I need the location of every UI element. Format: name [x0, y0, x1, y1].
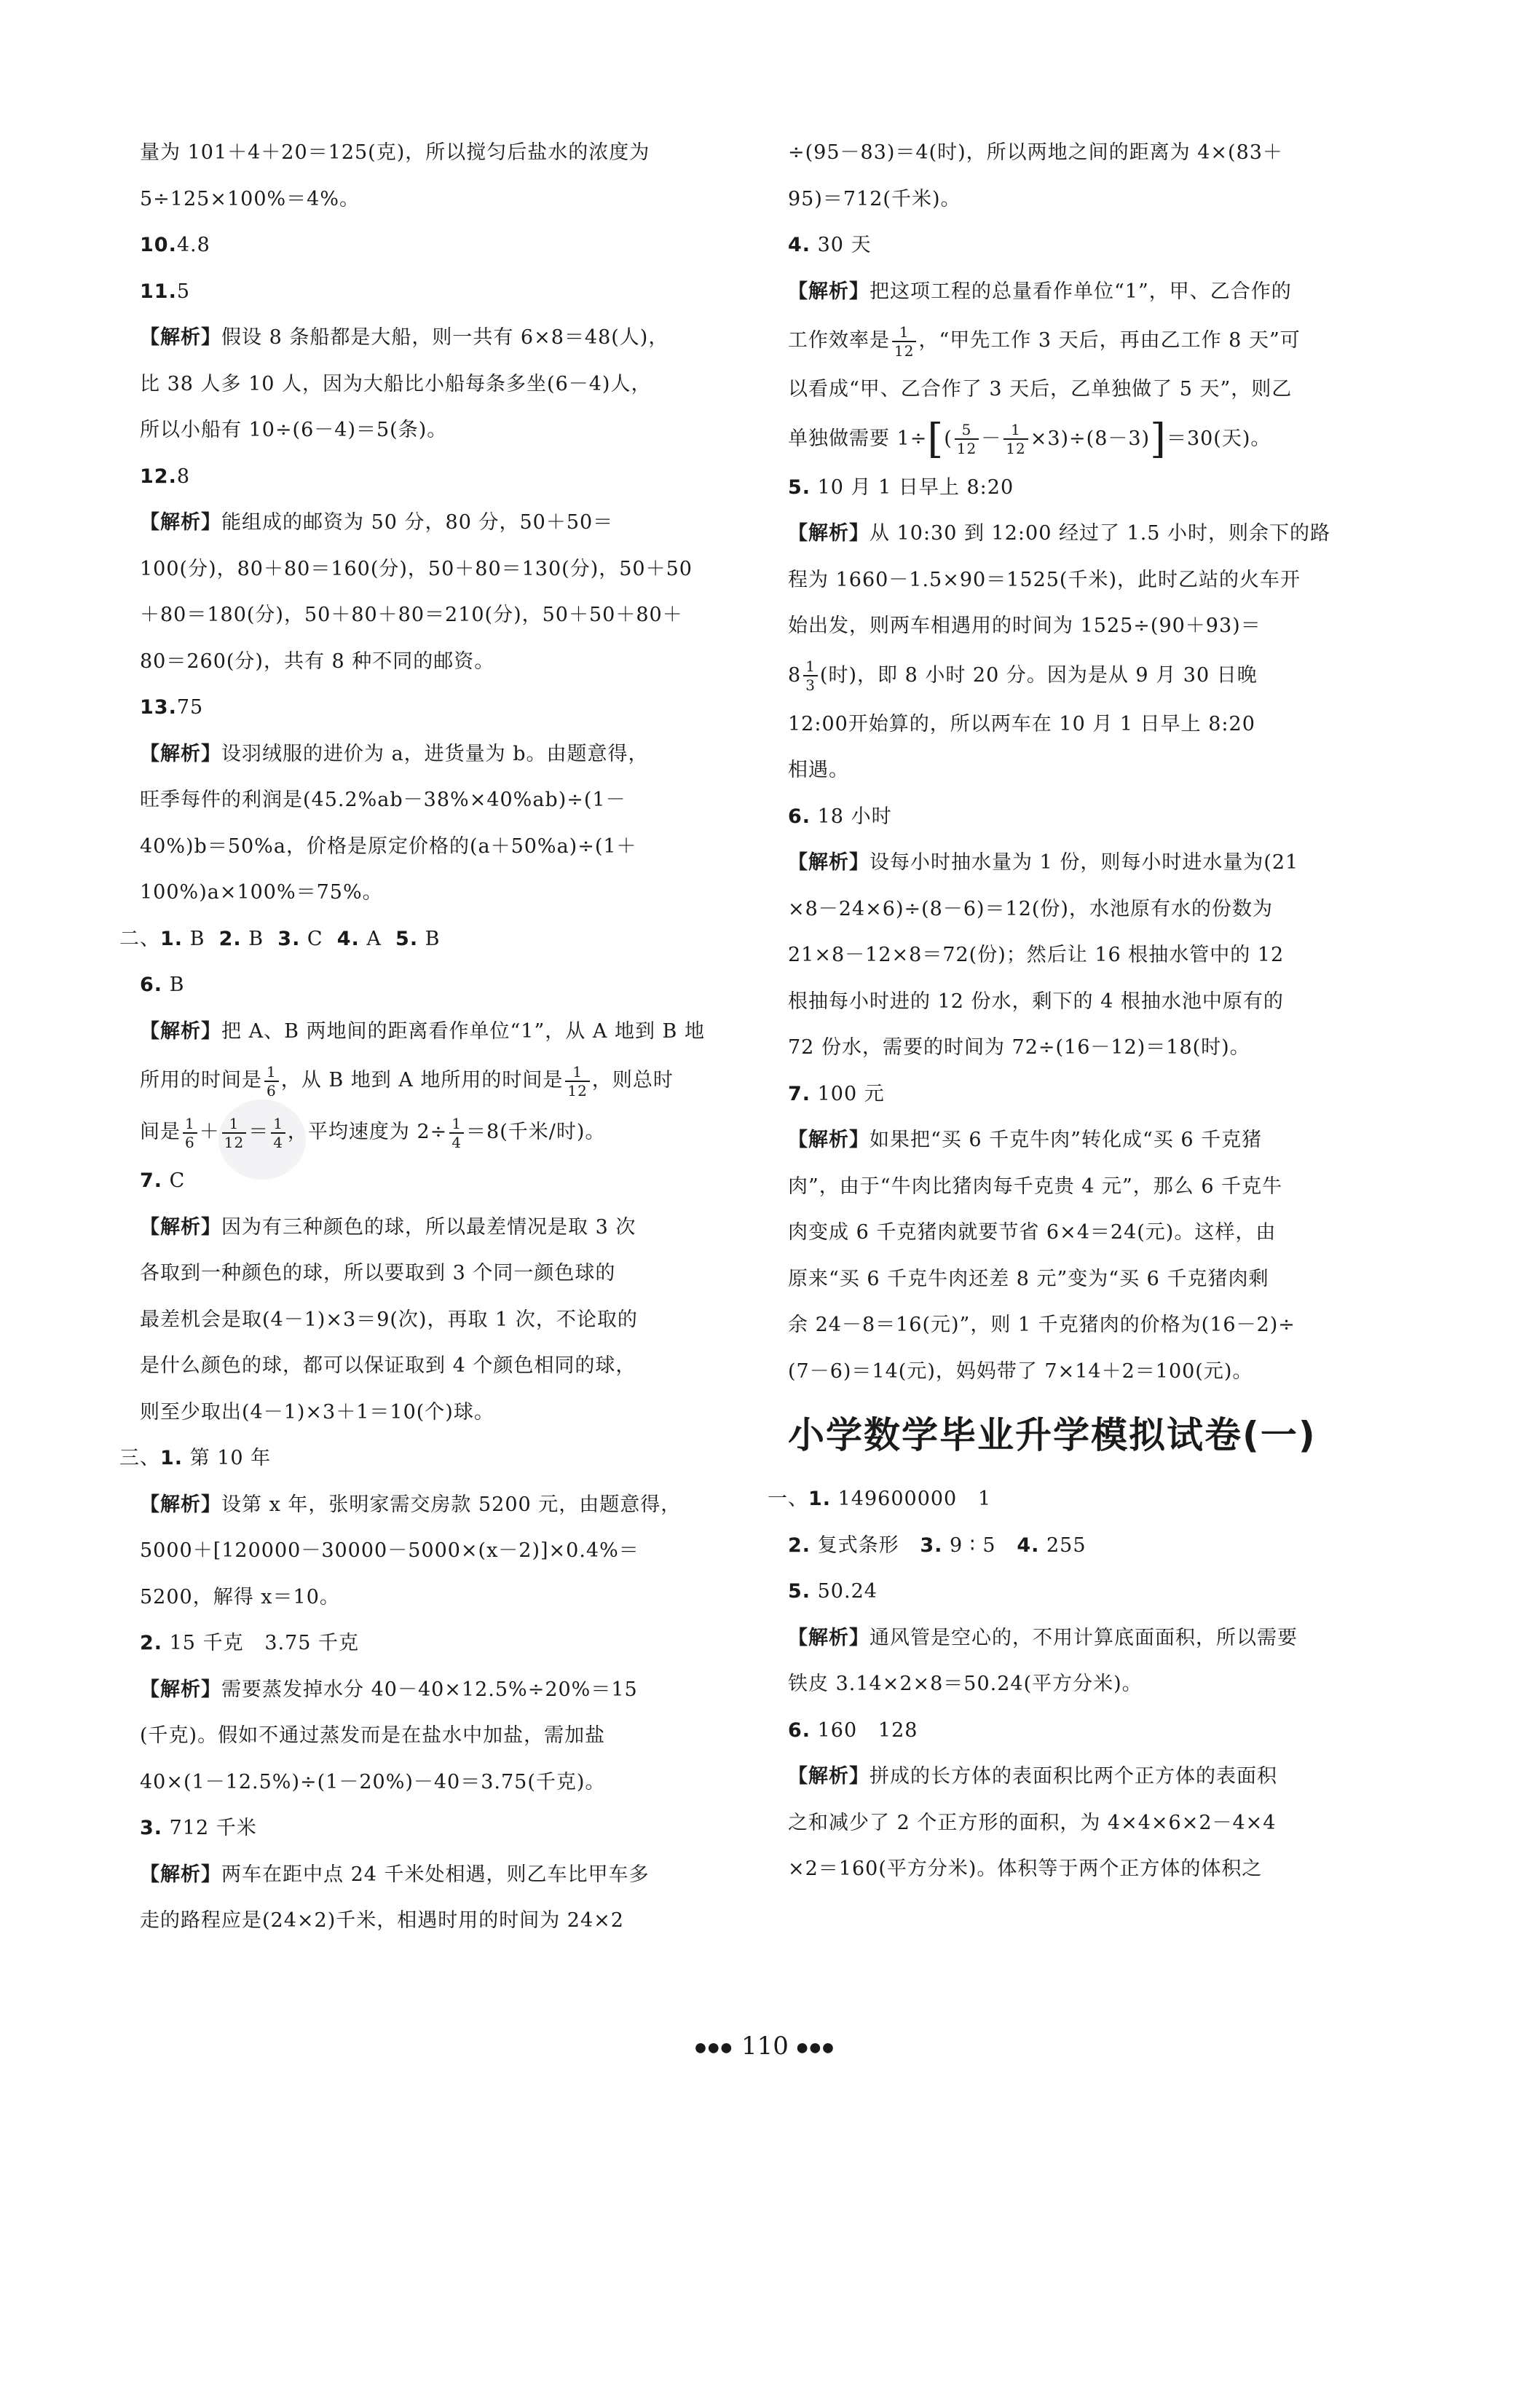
- fraction: [271, 1115, 285, 1151]
- text-span: 8: [788, 663, 802, 687]
- denominator: 4: [451, 1133, 462, 1151]
- text-line: 铁皮 3.14×2×8＝50.24(平方分米)。: [788, 1673, 1143, 1695]
- text-line: 肉变成 6 千克猪肉就要节省 6×4＝24(元)。这样，由: [788, 1221, 1277, 1244]
- text-span: ×3)÷(8－3): [1030, 427, 1151, 450]
- answer-value: 75: [176, 696, 204, 719]
- analysis-line: [140, 731, 722, 778]
- answer-value: 9 ∶ 5: [942, 1533, 1017, 1557]
- text-line: 95)＝712(千米)。: [788, 187, 961, 210]
- text-line: (千克)。假如不通过蒸发而是在盐水中加盐，需加盐: [140, 1724, 606, 1747]
- answer-value: 100 元: [811, 1082, 885, 1105]
- numerator: 1: [183, 1115, 197, 1134]
- item-number: 7.: [788, 1082, 811, 1105]
- analysis-label: 【解析】: [788, 522, 870, 545]
- text-span: ＝8(千米/时)。: [466, 1121, 606, 1143]
- answer-value: 第 10 年: [183, 1447, 272, 1469]
- answer-value: B: [183, 927, 219, 950]
- text-line: 12:00开始算的，所以两车在 10 月 1 日早上 8:20: [788, 712, 1255, 735]
- answer-value: 5: [176, 280, 191, 303]
- denominator: 3: [805, 676, 816, 694]
- text-span: ，则总时: [591, 1069, 674, 1092]
- item-number: 2.: [788, 1533, 811, 1557]
- text-line: 各取到一种颜色的球，所以要取到 3 个同一颜色球的: [140, 1262, 616, 1284]
- text-line: 肉”，由于“牛肉比猪肉每千克贵 4 元”，那么 6 千克牛: [788, 1175, 1283, 1198]
- item-number: 6.: [140, 974, 163, 996]
- answer-value: C: [162, 1169, 186, 1192]
- analysis-line: [788, 269, 1371, 315]
- analysis-label: 【解析】: [140, 1215, 221, 1239]
- analysis-line: [788, 1117, 1371, 1164]
- denominator: 12: [567, 1081, 588, 1100]
- analysis-line: [140, 1204, 722, 1251]
- text-line: ÷(95－83)＝4(时)，所以两地之间的距离为 4×(83＋: [788, 141, 1283, 164]
- section-number: 一、: [768, 1488, 808, 1510]
- analysis-label: 【解析】: [140, 1019, 221, 1043]
- numerator: 5: [955, 421, 979, 440]
- text-line: 余 24－8＝16(元)”，则 1 千克猪肉的价格为(16－2)÷: [788, 1314, 1296, 1336]
- item-number: 2.: [140, 1632, 163, 1654]
- item-number: 11.: [140, 280, 177, 303]
- text-span: ＋: [199, 1121, 220, 1143]
- fraction: [955, 421, 979, 457]
- numerator: 1: [222, 1115, 246, 1134]
- denominator: 4: [273, 1133, 283, 1151]
- text-span: ，“甲先工作 3 天后，再由乙工作 8 天”可: [918, 329, 1301, 352]
- section-3-answer-1: [119, 1435, 722, 1482]
- item-number: 6.: [788, 1718, 811, 1742]
- answer-value: 50.24: [811, 1580, 878, 1603]
- text-line: 100(分)，80＋80＝160(分)，50＋80＝130(分)，50＋50: [140, 557, 693, 580]
- text-span: (时)，即 8 小时 20 分。因为是从 9 月 30 日晚: [819, 663, 1258, 687]
- dots-decoration-left: ●●●: [695, 2040, 734, 2056]
- answer-4: [788, 222, 1371, 269]
- text-line: 80＝260(分)，共有 8 种不同的邮资。: [140, 650, 495, 673]
- text-span: 设每小时抽水量为 1 份，则每小时进水量为(21: [870, 851, 1299, 874]
- answer-value: 15 千克 3.75 千克: [162, 1632, 360, 1654]
- text-span: ＝30(天)。: [1166, 427, 1271, 450]
- fraction: [222, 1115, 246, 1151]
- answer-2: [140, 1620, 722, 1667]
- analysis-label: 【解析】: [140, 742, 221, 765]
- analysis-line: [788, 840, 1371, 886]
- fraction: [449, 1115, 464, 1151]
- text-span: 间是: [140, 1121, 181, 1143]
- answer-6: [788, 1708, 1371, 1754]
- text-line: 40×(1－12.5%)÷(1－20%)－40＝3.75(千克)。: [140, 1770, 606, 1793]
- item-number: 5.: [788, 475, 811, 499]
- answer-value: C: [300, 927, 337, 950]
- text-line: ×2＝160(平方分米)。体积等于两个正方体的体积之: [788, 1858, 1263, 1880]
- item-number: 7.: [140, 1169, 163, 1192]
- answer-value: 10 月 1 日早上 8:20: [811, 475, 1014, 499]
- text-span: ＝: [248, 1121, 269, 1143]
- text-span: ，平均速度为 2÷: [287, 1121, 448, 1143]
- analysis-label: 【解析】: [788, 1765, 870, 1788]
- fraction: [803, 658, 818, 694]
- text-line: 21×8－12×8＝72(份)；然后让 16 根抽水管中的 12: [788, 944, 1285, 966]
- fraction-line: [788, 315, 1371, 366]
- text-span: 拼成的长方体的表面积比两个正方体的表面积: [870, 1765, 1277, 1788]
- answer-value: B: [418, 927, 441, 950]
- text-span: 从 10:30 到 12:00 经过了 1.5 小时，则余下的路: [870, 522, 1331, 545]
- item-number: 1.: [160, 927, 184, 950]
- section-title: 小学数学毕业升学模拟试卷(一): [788, 1414, 1317, 1456]
- analysis-line: [140, 315, 722, 361]
- text-line: 5000＋[120000－30000－5000×(x－2)]×0.4%＝: [140, 1539, 639, 1562]
- text-line: 是什么颜色的球，都可以保证取到 4 个颜色相同的球，: [140, 1354, 636, 1377]
- analysis-line: [788, 1753, 1371, 1800]
- numerator: 1: [1003, 421, 1028, 440]
- item-number: 1.: [808, 1488, 832, 1510]
- text-line: 则至少取出(4－1)×3＋1＝10(个)球。: [140, 1400, 494, 1424]
- denominator: 6: [185, 1133, 195, 1151]
- analysis-label: 【解析】: [788, 851, 870, 874]
- text-span: 能组成的邮资为 50 分，80 分，50＋50＝: [221, 511, 614, 534]
- bracket-open-icon: [: [927, 415, 945, 462]
- answer-6: [788, 794, 1371, 840]
- answer-value: B: [162, 974, 185, 996]
- analysis-label: 【解析】: [788, 1626, 870, 1649]
- text-line: 始出发，则两车相遇用的时间为 1525÷(90＋93)＝: [788, 615, 1261, 637]
- numerator: 1: [449, 1115, 464, 1134]
- fraction-line: [788, 413, 1371, 465]
- answer-7: [140, 1158, 722, 1204]
- analysis-line: [788, 1615, 1371, 1662]
- text-span: 把这项工程的总量看作单位“1”，甲、乙合作的: [870, 280, 1292, 303]
- item-number: 3.: [277, 927, 301, 950]
- text-span: 设第 x 年，张明家需交房款 5200 元，由题意得，: [221, 1493, 682, 1516]
- text-line: 100%)a×100%＝75%。: [140, 881, 383, 904]
- text-span: 工作效率是: [788, 329, 890, 352]
- denominator: 12: [224, 1133, 245, 1151]
- section-number: 三、: [119, 1447, 160, 1469]
- answer-10: [140, 222, 722, 269]
- text-span: ，从 B 地到 A 地所用的时间是: [280, 1069, 564, 1092]
- text-line: 原来“买 6 千克牛肉还差 8 元”变为“买 6 千克猪肉剩: [788, 1267, 1269, 1290]
- fraction: [264, 1063, 279, 1100]
- text-line: 量为 101＋4＋20＝125(克)，所以搅匀后盐水的浓度为: [140, 141, 650, 164]
- text-span: 假设 8 条船都是大船，则一共有 6×8＝48(人)，: [221, 326, 669, 349]
- text-line: 72 份水，需要的时间为 72÷(16－12)＝18(时)。: [788, 1036, 1250, 1059]
- fraction: [892, 323, 916, 360]
- analysis-line: [140, 1667, 722, 1713]
- text-line: 比 38 人多 10 人，因为大船比小船每条多坐(6－4)人，: [140, 372, 652, 395]
- right-column: [768, 130, 1371, 1892]
- item-number: 6.: [788, 805, 811, 828]
- text-line: ＋80＝180(分)，50＋80＋80＝210(分)，50＋50＋80＋: [140, 604, 683, 626]
- answer-13: [140, 684, 722, 731]
- text-line: 5200，解得 x＝10。: [140, 1585, 340, 1608]
- answer-5: [788, 1568, 1371, 1615]
- answer-value: B: [241, 927, 278, 950]
- fraction: [183, 1115, 197, 1151]
- denominator: 12: [1006, 440, 1026, 457]
- text-span: 把 A、B 两地间的距离看作单位“1”，从 A 地到 B 地: [221, 1019, 705, 1043]
- answer-7: [788, 1071, 1371, 1118]
- numerator: 1: [892, 323, 916, 342]
- analysis-label: 【解析】: [140, 511, 221, 534]
- answer-6: [140, 962, 722, 1008]
- answer-value: 160 128: [811, 1718, 918, 1742]
- text-line: 走的路程应是(24×2)千米，相遇时用的时间为 24×2: [140, 1909, 624, 1932]
- text-span: 单独做需要 1÷: [788, 427, 928, 450]
- text-line: 相遇。: [788, 759, 849, 781]
- text-line: 旺季每件的利润是(45.2%ab－38%×40%ab)÷(1－: [140, 789, 626, 811]
- numerator: 1: [264, 1063, 279, 1082]
- item-number: 12.: [140, 465, 177, 488]
- answer-value: A: [359, 927, 396, 950]
- answer-value: 复式条形: [811, 1533, 920, 1557]
- page-footer: [0, 2032, 1530, 2061]
- text-line: 5÷125×100%＝4%。: [140, 187, 360, 210]
- text-span: 设羽绒服的进价为 a，进货量为 b。由题意得，: [221, 742, 649, 765]
- analysis-line: [140, 1482, 722, 1528]
- item-number: 10.: [140, 234, 177, 256]
- dots-decoration-right: ●●●: [796, 2040, 835, 2056]
- text-line: 程为 1660－1.5×90＝1525(千米)，此时乙站的火车开: [788, 568, 1301, 591]
- item-number: 1.: [160, 1447, 184, 1469]
- item-number: 2.: [218, 927, 242, 950]
- denominator: 12: [956, 440, 977, 457]
- denominator: 12: [894, 342, 915, 360]
- analysis-line: [788, 510, 1371, 557]
- answer-value: 8: [176, 465, 191, 488]
- text-span: 两车在距中点 24 千米处相遇，则乙车比甲车多: [221, 1863, 650, 1886]
- answer-value: 255: [1039, 1533, 1087, 1557]
- text-line: 最差机会是取(4－1)×3＝9(次)，再取 1 次，不论取的: [140, 1308, 638, 1331]
- item-number: 5.: [788, 1580, 811, 1603]
- answer-value: 30 天: [811, 234, 872, 256]
- text-span: －: [981, 427, 1002, 450]
- analysis-label: 【解析】: [140, 1863, 221, 1886]
- answer-11: [140, 269, 722, 315]
- answer-12: [140, 454, 722, 500]
- answer-5: [788, 465, 1371, 511]
- bracket-close-icon: ]: [1150, 415, 1167, 462]
- answer-value: 18 小时: [811, 805, 892, 828]
- text-line: (7－6)＝14(元)，妈妈带了 7×14＋2＝100(元)。: [788, 1359, 1253, 1383]
- text-line: 40%)b＝50%a，价格是原定价格的(a＋50%a)÷(1＋: [140, 834, 637, 858]
- item-number: 3.: [920, 1533, 943, 1557]
- section-1-answer-1: [768, 1476, 1371, 1523]
- numerator: 1: [271, 1115, 285, 1134]
- text-span: 因为有三种颜色的球，所以最差情况是取 3 次: [221, 1215, 636, 1239]
- analysis-label: 【解析】: [788, 1129, 870, 1151]
- numerator: 1: [803, 658, 818, 676]
- text-span: 如果把“买 6 千克牛肉”转化成“买 6 千克猪: [870, 1129, 1263, 1151]
- item-number: 4.: [1017, 1533, 1040, 1557]
- text-line: ×8－24×6)÷(8－6)＝12(份)，水池原有水的份数为: [788, 897, 1273, 920]
- text-line: 所以小船有 10÷(6－4)＝5(条)。: [140, 419, 448, 441]
- page-number: 110: [741, 2032, 789, 2061]
- section-number: 二、: [119, 927, 160, 950]
- text-line: 以看成“甲、乙合作了 3 天后，乙单独做了 5 天”，则乙: [788, 378, 1293, 400]
- paren-open-icon: (: [944, 427, 953, 450]
- answer-value: 4.8: [176, 234, 210, 256]
- answer-value: 149600000 1: [831, 1488, 992, 1510]
- text-span: 需要蒸发掉水分 40－40×12.5%÷20%＝15: [221, 1678, 638, 1701]
- fraction: [1003, 421, 1028, 457]
- item-number: 4.: [336, 927, 360, 950]
- fraction-line: [788, 650, 1371, 701]
- analysis-label: 【解析】: [140, 1493, 221, 1516]
- left-column: [119, 130, 722, 1944]
- fraction: [565, 1063, 589, 1100]
- text-span: 通风管是空心的，不用计算底面面积，所以需要: [870, 1626, 1298, 1649]
- text-line: 根抽每小时进的 12 份水，剩下的 4 根抽水池中原有的: [788, 990, 1284, 1013]
- numerator: 1: [565, 1063, 589, 1082]
- text-line: 之和减少了 2 个正方形的面积，为 4×4×6×2－4×4: [788, 1811, 1277, 1834]
- item-number: 4.: [788, 234, 811, 256]
- analysis-line: [140, 1852, 722, 1898]
- analysis-label: 【解析】: [788, 280, 870, 303]
- item-number: 3.: [140, 1817, 163, 1839]
- denominator: 6: [267, 1081, 277, 1100]
- analysis-line: [140, 500, 722, 546]
- item-number: 5.: [395, 927, 419, 950]
- answers-2-4: [788, 1523, 1371, 1569]
- item-number: 13.: [140, 696, 177, 719]
- text-span: 所用的时间是: [140, 1069, 262, 1092]
- section-2-answers: [119, 916, 722, 963]
- fraction-line: [140, 1106, 722, 1158]
- answer-3: [140, 1805, 722, 1852]
- analysis-label: 【解析】: [140, 1678, 221, 1701]
- fraction-line: [140, 1054, 722, 1106]
- analysis-label: 【解析】: [140, 326, 221, 349]
- answer-value: 712 千米: [162, 1817, 257, 1839]
- analysis-line: [140, 1008, 722, 1055]
